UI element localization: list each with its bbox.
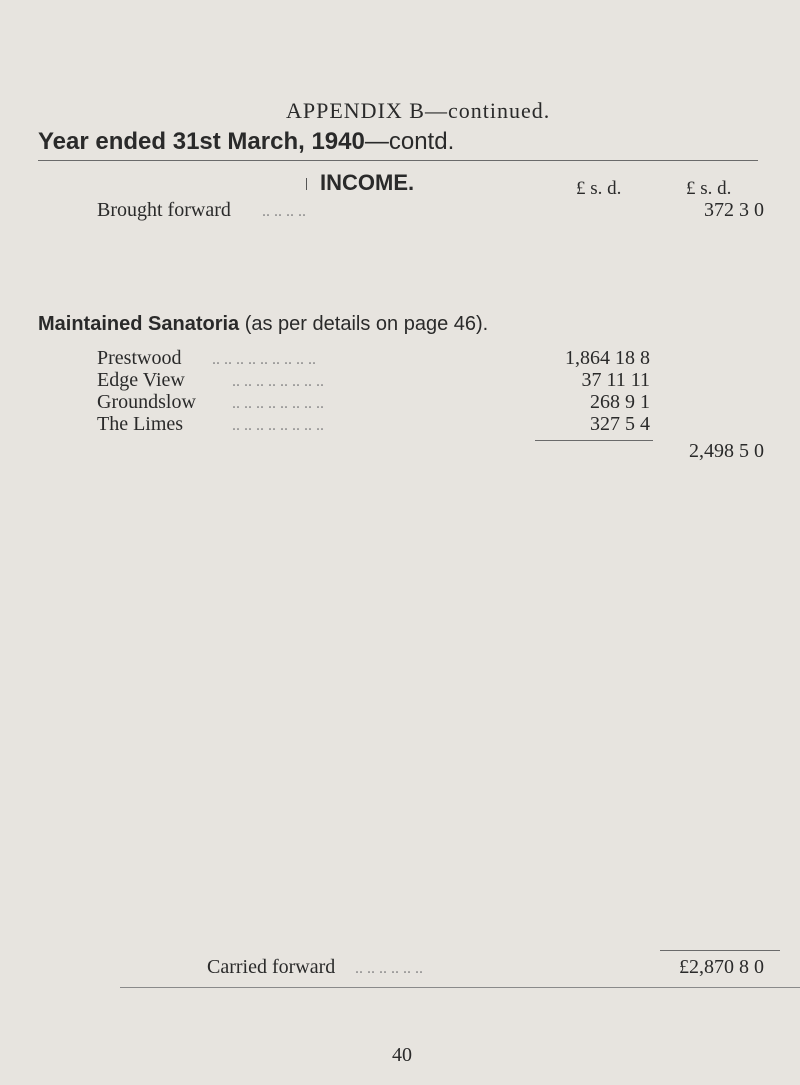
subtotal-rule bbox=[535, 440, 653, 441]
sanatoria-dots: .. .. .. .. .. .. .. .. bbox=[232, 395, 324, 412]
year-heading-bold: Year ended 31st March, 1940 bbox=[38, 128, 365, 155]
carried-forward-dots: .. .. .. .. .. .. bbox=[355, 960, 423, 977]
sanatoria-name: Groundslow bbox=[97, 391, 196, 413]
sanatoria-name: The Limes bbox=[97, 413, 184, 435]
header-rule bbox=[38, 160, 758, 161]
total-rule bbox=[660, 950, 780, 951]
sanatoria-dots: .. .. .. .. .. .. .. .. .. bbox=[212, 351, 316, 368]
sanatoria-amount: 327 5 4 bbox=[590, 413, 650, 435]
appendix-title: APPENDIX B—continued. bbox=[286, 98, 551, 123]
sanatoria-amount: 1,864 18 8 bbox=[565, 347, 650, 369]
column-divider bbox=[306, 178, 307, 190]
sanatoria-dots: .. .. .. .. .. .. .. .. bbox=[232, 417, 324, 434]
column-header-left: £ s. d. bbox=[576, 178, 622, 199]
brought-forward-label: Brought forward bbox=[97, 199, 231, 221]
maintained-heading bbox=[38, 313, 488, 336]
section-title: INCOME. bbox=[320, 170, 415, 195]
sanatoria-amount: 268 9 1 bbox=[590, 391, 650, 413]
sanatoria-name: Edge View bbox=[97, 369, 185, 391]
footer-rule bbox=[120, 987, 800, 988]
carried-forward-amount: £2,870 8 0 bbox=[679, 956, 764, 978]
maintained-heading-bold: Maintained Sanatoria bbox=[38, 313, 240, 335]
sanatoria-dots: .. .. .. .. .. .. .. .. bbox=[232, 373, 324, 390]
brought-forward-dots: .. .. .. .. bbox=[262, 203, 306, 220]
column-header-right: £ s. d. bbox=[686, 178, 732, 199]
brought-forward-amount: 372 3 0 bbox=[704, 199, 764, 221]
sanatoria-amount: 37 11 11 bbox=[581, 369, 650, 391]
year-heading-contd: —contd. bbox=[364, 128, 455, 155]
maintained-heading-rest: (as per details on page 46). bbox=[244, 313, 489, 335]
carried-forward-label: Carried forward bbox=[207, 956, 336, 978]
page-number: 40 bbox=[392, 1044, 412, 1066]
year-heading bbox=[38, 128, 454, 156]
sanatoria-total: 2,498 5 0 bbox=[689, 440, 764, 462]
sanatoria-name: Prestwood bbox=[97, 347, 182, 369]
